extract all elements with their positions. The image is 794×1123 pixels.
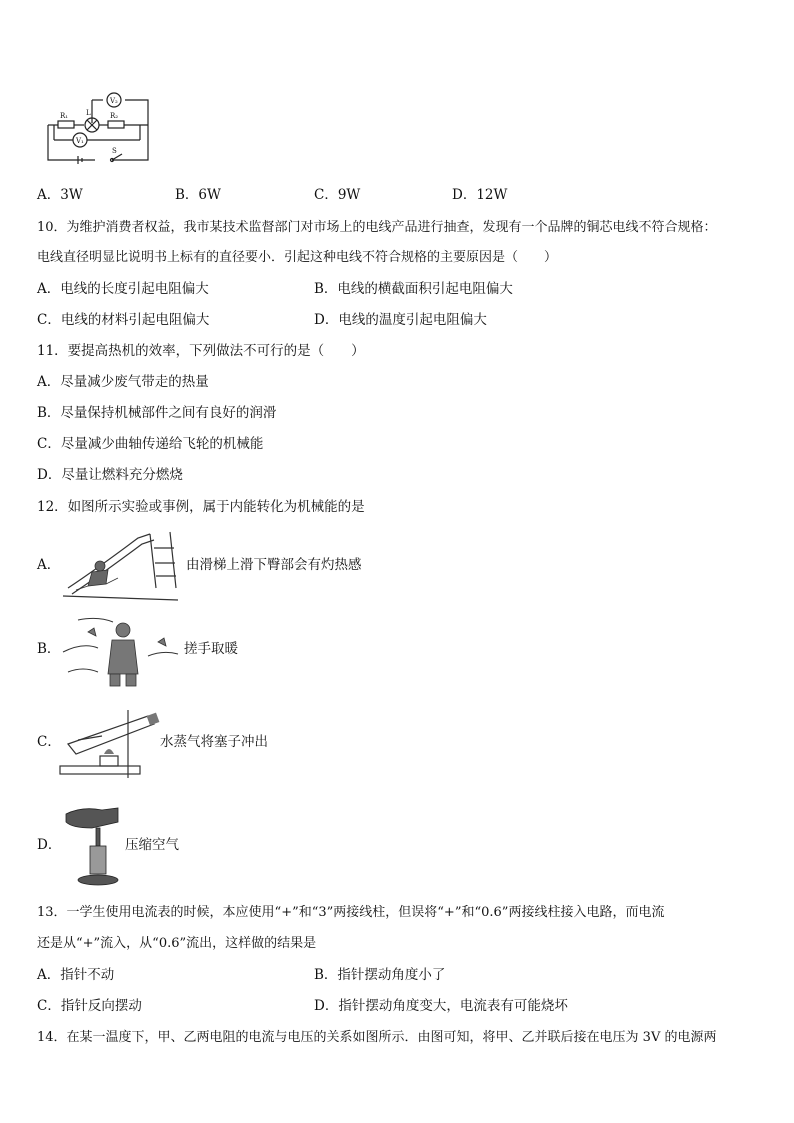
q9-option-b[interactable]: B．6W <box>175 187 221 203</box>
q13-option-b[interactable]: B．指针摆动角度小了 <box>314 967 446 983</box>
slide-illustration <box>58 528 183 608</box>
q9-option-c[interactable]: C．9W <box>314 187 361 203</box>
test-tube-illustration <box>58 700 168 785</box>
q10-stem-line1: 10．为维护消费者权益，我市某技术监督部门对市场上的电线产品进行抽查，发现有一个品牌的铜芯电线不符合规格： <box>37 220 717 235</box>
circuit-diagram <box>40 90 160 170</box>
q13-option-c[interactable]: C．指针反向摆动 <box>37 998 142 1014</box>
q12-option-b-key[interactable]: B． <box>37 641 61 657</box>
q11-option-d[interactable]: D．尽量让燃料充分燃烧 <box>37 467 183 483</box>
q11-option-b[interactable]: B．尽量保持机械部件之间有良好的润滑 <box>37 405 277 421</box>
q12-option-c-label: 水蒸气将塞子冲出 <box>160 734 268 750</box>
circuit-label-r2: R₂ <box>110 112 119 120</box>
q10-stem-line2: 电线直径明显比说明书上标有的直径要小．引起这种电线不符合规格的主要原因是（ ） <box>37 250 558 265</box>
circuit-label-v1: V₁ <box>76 137 84 145</box>
q10-option-a[interactable]: A．电线的长度引起电阻偏大 <box>37 281 209 297</box>
q13-stem-line1: 13．一学生使用电流表的时候，本应使用“+”和“3”两接线柱，但误将“+”和“0.6”两接线柱接入电路，而电流 <box>37 905 665 920</box>
q10-option-b[interactable]: B．电线的横截面积引起电阻偏大 <box>314 281 513 297</box>
air-compression-illustration <box>62 804 122 888</box>
q10-option-d[interactable]: D．电线的温度引起电阻偏大 <box>314 312 487 328</box>
q12-option-a-label: 由滑梯上滑下臀部会有灼热感 <box>186 557 362 573</box>
circuit-label-v2: V₂ <box>110 97 118 105</box>
rubbing-hands-illustration <box>58 612 183 692</box>
q9-option-d[interactable]: D．12W <box>452 187 508 203</box>
q12-option-a-key[interactable]: A． <box>37 557 61 573</box>
q11-option-c[interactable]: C．尽量减少曲轴传递给飞轮的机械能 <box>37 436 264 452</box>
q14-stem-line1: 14．在某一温度下，甲、乙两电阻的电流与电压的关系如图所示．由图可知，将甲、乙并联后接在电压为 3V 的电源两 <box>37 1030 717 1045</box>
circuit-label-l: L <box>86 109 91 117</box>
q10-option-c[interactable]: C．电线的材料引起电阻偏大 <box>37 312 210 328</box>
circuit-label-s: S <box>112 147 117 155</box>
q11-option-a[interactable]: A．尽量减少废气带走的热量 <box>37 374 209 390</box>
q12-stem: 12．如图所示实验或事例，属于内能转化为机械能的是 <box>37 499 365 515</box>
q9-option-a[interactable]: A．3W <box>37 187 83 203</box>
q11-stem: 11．要提高热机的效率，下列做法不可行的是（ ） <box>37 343 365 359</box>
q13-option-d[interactable]: D．指针摆动角度变大，电流表有可能烧坏 <box>314 998 568 1014</box>
q12-option-c-key[interactable]: C． <box>37 734 61 750</box>
q12-option-b-label: 搓手取暖 <box>184 641 238 657</box>
q12-option-d-key[interactable]: D． <box>37 837 62 853</box>
q13-option-a[interactable]: A．指针不动 <box>37 967 115 983</box>
q12-option-d-label: 压缩空气 <box>125 837 179 853</box>
circuit-label-r1: R₁ <box>60 112 69 120</box>
q13-stem-line2: 还是从“+”流入，从“0.6”流出，这样做的结果是 <box>37 936 317 951</box>
